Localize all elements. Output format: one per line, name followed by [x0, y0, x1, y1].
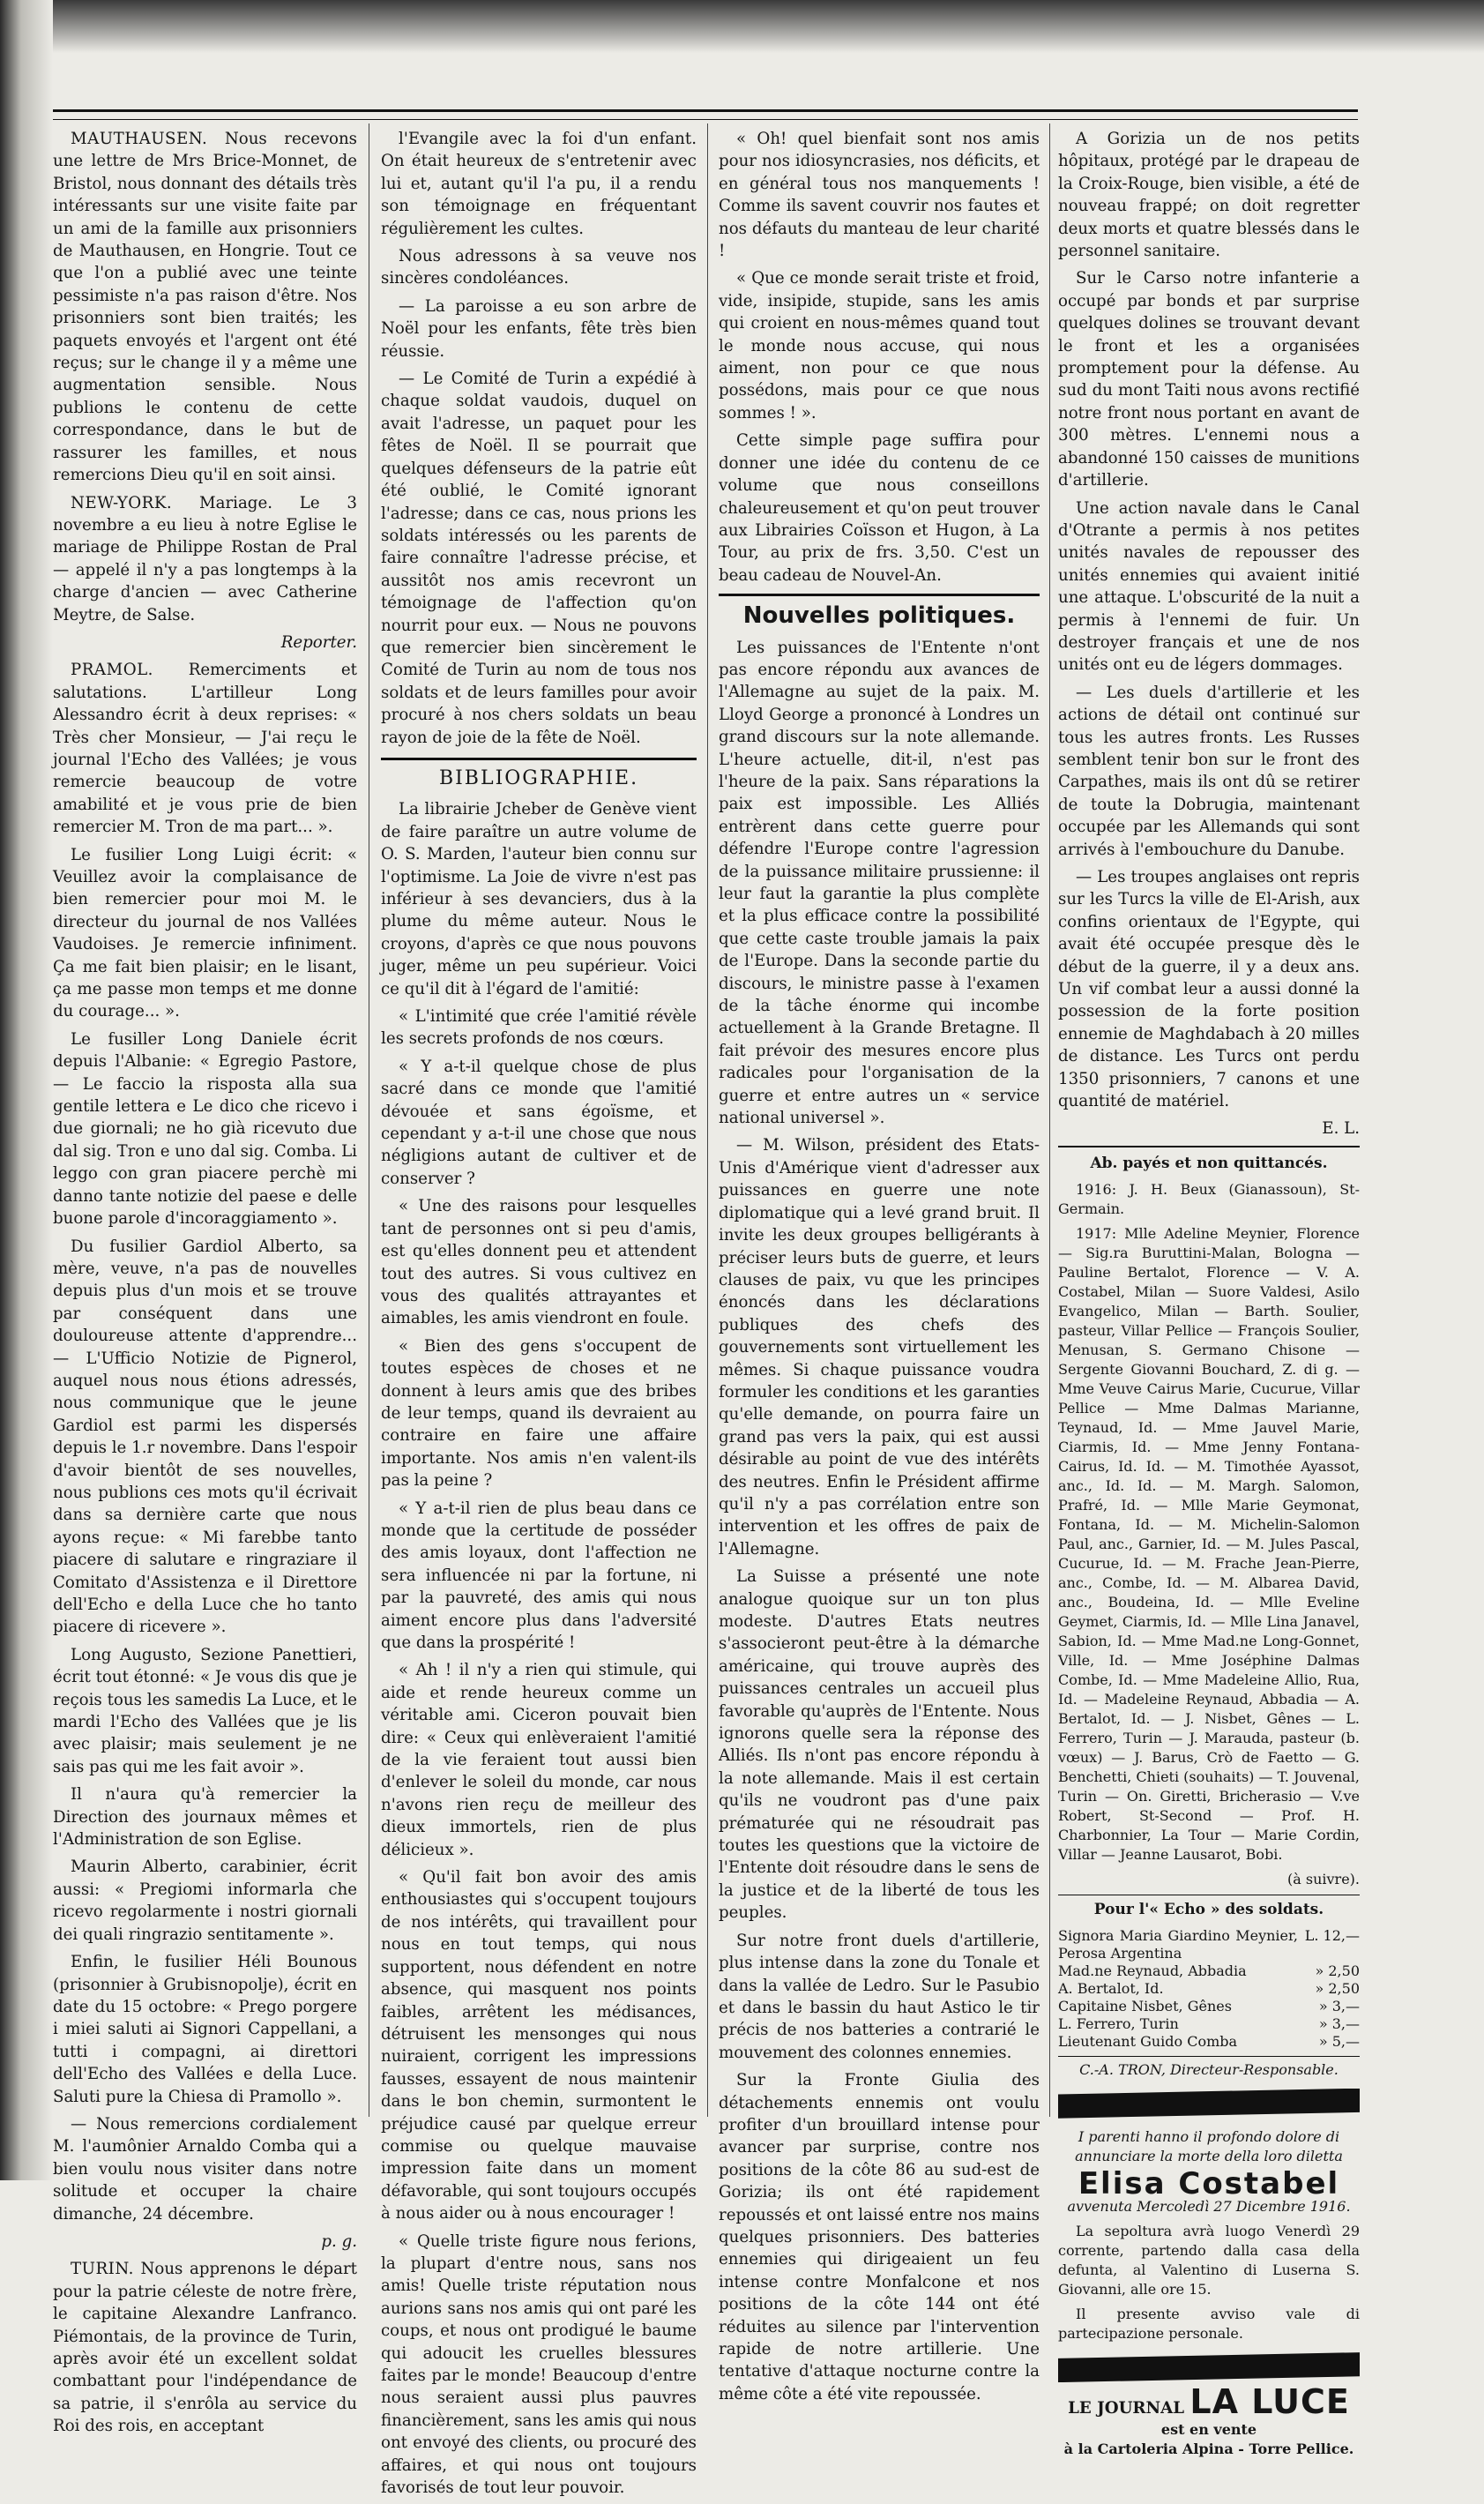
paragraph — [719, 1930, 1040, 2064]
gift-row — [1058, 1962, 1360, 1980]
turin-continued — [381, 128, 697, 749]
mourning-bar — [1058, 2089, 1360, 2119]
paragraph — [719, 430, 1040, 587]
paragraph — [53, 1236, 357, 1639]
paragraph — [719, 1566, 1040, 1925]
gift-donor: Lieutenant Guido Comba — [1058, 2032, 1238, 2050]
paragraph — [53, 492, 357, 626]
paragraph — [719, 267, 1040, 424]
mourning-bar — [1058, 2352, 1360, 2382]
paragraph — [381, 245, 697, 290]
luce-ad — [1058, 2382, 1360, 2422]
paragraph-text: Les puissances de l'Entente n'ont pas encore répondu aux avances de l'Allemagne au sujet de la paix. M. Lloyd George a prononcé à Londres un grand discours sur la note allemande. L'heure actuelle, dit-il, n'est pas l'heure de la paix. Sans réparations la paix est impossible. Les Alliés entrèrent dans cette guerre pour défendre l'Europe contre l'agression de la puissance militaire prussienne: il leur faut la garantie la plus complète et la plus efficace contre la possibilité que cette caste trouble jamais la paix de l'Europe. Dans la seconde partie du discours, le ministre passe à l'examen de la tâche énorme qui incombe actuellement à la Grande Bretagne. Il fait prévoir des mesures encore plus radicales pour l'organisation de la guerre et entre autres un « service national universel ». — [719, 638, 1040, 1128]
paragraph — [381, 368, 697, 749]
paragraph — [381, 1498, 697, 1655]
column-divider — [1049, 123, 1050, 2117]
section-rule — [1058, 1146, 1360, 1147]
paragraph — [381, 1866, 697, 2225]
gift-donor: Signora Maria Giardino Meynier, Perosa Argentina — [1058, 1926, 1298, 1962]
subscriptions-1916: 1916: J. H. Beux (Gianassoun), St-Germain. — [1058, 1181, 1360, 1218]
gift-row — [1058, 1927, 1360, 1962]
paragraph-text: « Qu'il fait bon avoir des amis enthousiastes qui s'occupent toujours de nos intérêts, qui travaillent pour nous en tout temps, qui nous supportent, nous défendent en notre absence, qui masquent nos points faibles, arrêtent les médisances, détruisent les mensonges qui nous nuiraient, corrigent les impressions fausses, essayent de nous maintenir dans le bon chemin, surmontent le préjudice causé par quelque erreur commise ou quelque mauvaise impression faite dans un moment défavorable, qui sont toujours occupés à nous aider ou à nous encourager ! — [381, 1868, 697, 2224]
header-rule — [53, 109, 1358, 120]
gift-row — [1058, 1998, 1360, 2015]
gift-amount: L. 12,— — [1304, 1926, 1360, 1944]
obituary-note: Il presente avviso vale di partecipazione personale. — [1058, 2306, 1360, 2343]
paragraph-text: Remerciments et salutations. L'artilleur Long Alessandro écrit à deux reprises: « Très cher Monsieur, — J'ai reçu le journal l'Echo des Vallées; je vous remercie beaucoup de votre amabilité et je vous prie de bien remercier M. Tron de ma part... ». — [53, 661, 357, 837]
gift-donor: L. Ferrero, Turin — [1058, 2014, 1179, 2032]
gift-donor: Mad.ne Reynaud, Abbadia — [1058, 1962, 1247, 1979]
luce-ad-where: à la Cartoleria Alpina - Torre Pellice. — [1063, 2440, 1354, 2457]
paragraph-text: — Les troupes anglaises ont repris sur les Turcs la ville de El-Arish, aux confins orientaux de l'Egypte, qui avait été occupée presque dès le début de la guerre, il y a deux ans. Un vif combat leur a aussi donné la possession de la forte position ennemie de Maghdabach à 20 milles de distance. Les Turcs ont perdu 1350 prisonniers, 7 canons et une quantité de matériel. — [1058, 868, 1360, 1111]
column-4 — [1058, 128, 1360, 2464]
paragraph-text: Enfin, le fusilier Héli Bounous (prisonnier à Grubisnopolje), écrit en date du 15 octobre: « Prego porgere i miei saluti ai Signori Cappellani, a tutti i compagni, ai direttori dell'Echo des Vallées e della Luce. Saluti pure la Chiesa di Pramollo ». — [53, 1953, 357, 2106]
paragraph — [381, 2231, 697, 2500]
paragraph — [381, 1335, 697, 1492]
war-news — [1058, 128, 1360, 1112]
paragraph-text: La Suisse a présenté une note analogue quoique sur un ton plus modeste. D'autres Etats neutres s'associeront peut-être à la démarche américaine, qui trouve auprès des puissances centrales un accueil plus favorable qu'auprès de l'Entente. Nous ignorons quelle sera la réponse des Alliés. Ils n'ont pas encore répondu à la note allemande. Mais il est certain qu'ils ne voudront pas d'une paix prématurée qui ne résoudrait pas toutes les questions que la victoire de l'Entente doit résoudre dans le sens de la justice et de la liberté de tous les peuples. — [719, 1567, 1040, 1923]
paragraph-text: « Y a-t-il quelque chose de plus sacré dans ce monde que l'amitié dévouée et sans égoïsme, et cependant y a-t-il une chose que nous négligions autant de cultiver et de conserver ? — [381, 1057, 697, 1188]
paragraph-text: Nous recevons une lettre de Mrs Brice-Monnet, de Bristol, nous donnant des détails très intéressants sur une visite faite par un ami de la famille aux prisonniers de Mauthausen, en Hongrie. Tout ce que l'on a publié avec une teinte pessimiste n'a pas raison d'être. Nos prisonniers sont bien traités; les paquets envoyés et l'argent ont été reçus; sur le change il y a même une augmentation sensible. Nous publions le contenu de cette correspondance, dans le but de rassurer les familles, et nous remercions Dieu qu'il en soit ainsi. — [53, 130, 357, 485]
paragraph-text: Long Augusto, Sezione Panettieri, écrit tout étonné: « Je vous dis que je reçois tous les samedis La Luce, et le mardi l'Echo des Vallées que je lis avec plaisir; mais seulement je ne sais pas qui me les fait avoir ». — [53, 1645, 357, 1776]
paragraph-text: « Que ce monde serait triste et froid, vide, insipide, stupide, sans les amis qui croient en nous-mêmes quand tout le monde nous accuse, qui nous aiment, non pour ce que nous possédons, mais pour ce que nous sommes ! ». — [719, 269, 1040, 422]
gifts-list — [1058, 1927, 1360, 2051]
luce-ad-sale: est en vente — [1160, 2420, 1257, 2438]
obituary-name: Elisa Costabel — [1078, 2165, 1340, 2201]
paragraph-text: A Gorizia un de nos petits hôpitaux, protégé par le drapeau de la Croix-Rouge, bien visible, a été de nouveau frappé; on doit regretter deux morts et quatre blessés dans le personnel sanitaire. — [1058, 130, 1360, 261]
paragraph — [381, 128, 697, 240]
paragraph — [53, 2258, 357, 2437]
paragraph-text: « Oh! quel bienfait sont nos amis pour nos idiosyncrasies, nos déficits, et en général tous nos manquements ! Comme ils savent couvrir nos fautes et nos défauts du manteau de leur charité ! — [719, 130, 1040, 261]
paragraph — [1058, 866, 1360, 1112]
gift-row — [1058, 1980, 1360, 1998]
gift-amount: » 5,— — [1318, 2032, 1360, 2050]
paragraph — [53, 1856, 357, 1946]
column-2 — [381, 128, 697, 2504]
column-divider — [707, 123, 708, 2117]
paragraph-text: « Une des raisons pour lesquelles tant de personnes ont si peu d'amis, est qu'elles donnent peu et attendent tout des autres. Si vous cultivez en vous des qualités attrayantes et aimables, les amis viendront en foule. — [381, 1197, 697, 1328]
paragraph-lead: MAUTHAUSEN. — [71, 130, 208, 148]
gift-amount: » 3,— — [1318, 1997, 1360, 2014]
paragraph-text: — Nous remercions cordialement M. l'aumônier Arnaldo Comba qui a bien voulu nous visiter dans notre solitude et occuper la chaire dimanche, 24 décembre. — [53, 2114, 357, 2224]
paragraph — [381, 1005, 697, 1050]
subscriptions-title: Ab. payés et non quittancés. — [1090, 1154, 1328, 1172]
obituary-intro: I parenti hanno il profondo dolore di annunciare la morte della loro diletta — [1075, 2127, 1343, 2164]
section-rule — [1058, 2056, 1360, 2057]
paragraph: Reporter. — [280, 632, 357, 652]
paragraph — [53, 1644, 357, 1778]
gift-row — [1058, 2015, 1360, 2033]
paragraph: p. g. — [321, 2231, 357, 2251]
gift-donor: A. Bertalot, Id. — [1058, 1979, 1164, 1997]
paragraph-text: La librairie Jcheber de Genève vient de faire paraître un autre volume de O. S. Marden, l'auteur bien connu sur l'optimisme. La Joie de vivre n'est pas inférieur à ses devanciers, dus à la plume du même auteur. Nous le croyons, d'après ce que nous pouvons juger, même un peu supérieur. Voici ce qu'il dit à l'égard de l'amitié: — [381, 800, 697, 998]
paragraph-text: Mariage. Le 3 novembre a eu lieu à notre Eglise le mariage de Philippe Rostan de Pral — appelé il n'y a pas longtemps à la charge d'ancien — avec Catherine Meytre, de Salse. — [53, 493, 357, 624]
paragraph-text: Nous adressons à sa veuve nos sincères condoléances. — [381, 247, 697, 288]
gift-row — [1058, 2033, 1360, 2051]
paragraph-text: « L'intimité que crée l'amitié révèle les secrets profonds de nos cœurs. — [381, 1007, 697, 1049]
paragraph-text: — La paroisse a eu son arbre de Noël pour les enfants, fête très bien réussie. — [381, 296, 697, 361]
paragraph-text: Maurin Alberto, carabinier, écrit aussi: « Pregiomi informarla che ricevo regolarmente i nostri giornali dei quali ringrazio sentitamente ». — [53, 1857, 357, 1944]
paragraph-text: — Les duels d'artillerie et les actions de détail ont continué sur tous les autres fronts. Les Russes semblent tenir bon sur le front des Carpathes, mais ils ont dû se retirer de toute la Dobrugia, maintenant occupée par les Allemands qui sont arrivés à l'embouchure du Danube. — [1058, 683, 1360, 859]
paragraph — [381, 1195, 697, 1329]
war-news-signature: E. L. — [1322, 1119, 1360, 1139]
bibliography-heading: BIBLIOGRAPHIE. — [381, 758, 697, 789]
paragraph-text: Le fusilier Long Luigi écrit: « Veuillez avoir la complaisance de bien remercier pour moi M. le directeur du journal de nos Vallées Vaudoises. Je remercie infiniment. Ça me fait bien plaisir; en le lisant, ça me passe mon temps et me donne du courage... ». — [53, 845, 357, 1021]
luce-ad-prefix: LE JOURNAL — [1068, 2399, 1185, 2418]
politics-text — [719, 637, 1040, 2406]
paragraph-text: l'Evangile avec la foi d'un enfant. On était heureux de s'entretenir avec lui et, autant qu'il l'a pu, il a rendu son témoignage en fréquentant régulièrement les cultes. — [381, 130, 697, 238]
paragraph — [53, 1028, 357, 1230]
paragraph — [719, 2069, 1040, 2405]
paragraph-text: Le fusiller Long Daniele écrit depuis l'Albanie: « Egregio Pastore, — Le faccio la risposta alla sua gentile lettera e Le dico che ricevo i due giornali; ne ho già ricevuto due dal sig. Tron e uno dal sig. Comba. Li leggo con gran piacere perchè mi danno tante notizie del paese e delle buone parole d'incoraggiamento ». — [53, 1029, 357, 1229]
paragraph — [719, 1134, 1040, 1560]
paragraph-text: « Ah ! il n'y a rien qui stimule, qui aide et rende heureux comme un véritable ami. Ciceron pouvait bien dire: « Ceux qui enlèveraient l'amitié de la vie feraient tout aussi bien d'enlever le soleil du monde, car nous n'avons rien reçu de meilleur des dieux immortels, rien de plus délicieux ». — [381, 1661, 697, 1859]
paragraph — [53, 1951, 357, 2108]
subscriptions-to-follow: (à suivre). — [1287, 1871, 1360, 1888]
column-1 — [53, 128, 357, 2443]
paragraph — [381, 1659, 697, 1861]
paragraph — [381, 1056, 697, 1190]
paragraph-text: Il n'aura qu'à remercier la Direction des journaux mêmes et l'Administration de son Eglise. — [53, 1785, 357, 1850]
paragraph-lead: NEW-YORK. — [71, 493, 173, 512]
paragraph-text: Sur notre front duels d'artillerie, plus intense dans la zone du Tonale et dans la vallée de Ledro. Sur le Pasubio et dans le bassin du haut Astico le tir précis de nos batteries a contrarié le mouvement des colonnes ennemies. — [719, 1931, 1040, 2062]
paragraph — [719, 128, 1040, 262]
paragraph-text: Sur le Carso notre infanterie a occupé par bonds et par surprise quelques dolines se trouvant devant le front et les a organisées promptement pour la défense. Au sud du mont Taiti nous avons rectifié notre front nous portant en avant de 300 mètres. L'ennemi nous a abandonné 150 caisses de munitions d'artillerie. — [1058, 269, 1360, 490]
paragraph-lead: PRAMOL. — [71, 661, 153, 680]
paragraph — [1058, 682, 1360, 861]
paragraph — [53, 1783, 357, 1850]
bibliography-text — [381, 798, 697, 2499]
scan-shadow-left — [0, 0, 53, 2180]
paragraph-lead: TURIN. — [71, 2260, 134, 2279]
paragraph — [53, 128, 357, 487]
luce-ad-name: LA LUCE — [1189, 2382, 1350, 2422]
gift-donor: Capitaine Nisbet, Gênes — [1058, 1997, 1232, 2014]
paragraph — [381, 295, 697, 363]
paragraph — [719, 637, 1040, 1130]
gift-amount: » 2,50 — [1315, 1979, 1360, 1997]
paragraph-text: Sur la Fronte Giulia des détachements ennemis ont voulu profiter d'un brouillard intense pour avancer par surprise, contre nos positions de la côte 86 au sud-est de Gorizia; ils ont été rapidement repoussés et ont laissé entre nos mains quelques prisonniers. Des batteries ennemies qui dirigeaient un feu intense contre Monfalcone et nos positions de la côte 144 ont été réduites au silence par l'intervention rapide de notre artillerie. Une tentative d'attaque nocturne contre la même côte a été vite repoussée. — [719, 2071, 1040, 2403]
paragraph — [53, 659, 357, 838]
obituary-date: avvenuta Mercoledì 27 Dicembre 1916. — [1067, 2198, 1351, 2216]
paragraph — [1058, 128, 1360, 262]
paragraph-text: Du fusilier Gardiol Alberto, sa mère, veuve, n'a pas de nouvelles depuis plus d'un mois et se trouve par conséquent dans une douloureuse attente d'apprendre... — L'Ufficio Notizie de Pignerol, auquel nous nous étions adressés, nous communique que le jeune Gardiol est parmi les dispersés depuis le 1.r novembre. Dans l'espoir d'avoir bientôt de ses nouvelles, nous publions ces mots qu'il écrivait dans sa dernière carte que nous ayons reçue: « Mi farebbe tanto piacere di salutare e ringraziare il Comitato d'Assistenza e il Direttore dell'Echo e della Luce che ho tanto piacere di ricevere ». — [53, 1237, 357, 1637]
paragraph — [1058, 267, 1360, 491]
editor-line: C.-A. TRON, Directeur-Responsable. — [1079, 2060, 1339, 2078]
column-3 — [719, 128, 1040, 2411]
paragraph — [381, 798, 697, 1000]
scan-shadow-top — [0, 0, 1484, 53]
paragraph-text: « Quelle triste figure nous ferions, la plupart d'entre nous, sans nos amis! Quelle triste réputation nous aurions sans nos amis qui ont paré les coups, et nous ont prodigué le baume qui adoucit les cruelles blessures faites par le monde! Beaucoup d'entre nous seraient aussi plus pauvres financièrement, sans les amis qui nous ont envoyé des clients, ou procuré des affaires, et qui nous ont toujours favorisés de tout leur pouvoir. — [381, 2231, 697, 2498]
politics-heading: Nouvelles politiques. — [719, 594, 1040, 627]
gifts-title: Pour l'« Echo » des soldats. — [1093, 1901, 1324, 1919]
paragraph-text: « Bien des gens s'occupent de toutes espèces de choses et ne donnent à leurs amis que des bribes de leur temps, quand ils devraient au contraire en faire une affaire importante. Nos amis n'en valent-ils pas la peine ? — [381, 1336, 697, 1491]
paragraph-text: Cette simple page suffira pour donner une idée du contenu de ce volume que nous conseillons chaleureusement et qu'on peut trouver aux Librairies Coïsson et Hugon, à La Tour, au prix de frs. 3,50. C'est un beau cadeau de Nouvel-An. — [719, 431, 1040, 585]
paragraph — [53, 2113, 357, 2225]
paragraph-text: Nous apprenons le départ pour la patrie céleste de notre frère, le capitaine Alexandre Lanfranco. Piémontais, de la province de Turin, après avoir été un excellent soldat combattant pour l'indépendance de sa patrie, il s'enrôla au service du Roi des rois, en acceptant — [53, 2260, 357, 2436]
paragraph-text: Une action navale dans le Canal d'Otrante a permis à nos petites unités navales de repousser des unités ennemies qui avaient initié une attaque. L'obscurité de la nuit a permis à l'ennemi de fuir. Un destroyer français et une de nos unités ont eu de légers dommages. — [1058, 498, 1360, 675]
gift-amount: » 3,— — [1318, 2014, 1360, 2032]
gift-amount: » 2,50 — [1315, 1962, 1360, 1979]
paragraph-text: — M. Wilson, président des Etats-Unis d'Amérique vient d'adresser aux puissances en guerre une note diplomatique qui a levé grand bruit. Il invite les deux groupes belligérants à préciser leurs buts de guerre, et leurs clauses de paix, vu que les principes énoncés dans les déclarations publiques des chefs des gouvernements sont virtuellement les mêmes. Si chaque puissance voudra formuler les conditions et les garanties qu'elle demande, on pourra faire un grand pas vers la paix, qui est aussi désirable au point de vue des intérêts des neutres. Enfin le Président affirme qu'il n'y a pas corrélation entre son intervention et les offres de paix de l'Allemagne. — [719, 1136, 1040, 1558]
bibliography-continued — [719, 128, 1040, 587]
subscriptions-1917: 1917: Mlle Adeline Meynier, Florence — Sig.ra Buruttini-Malan, Bologna — Pauline Bertalot, Florence — V. A. Costabel, Milan — Suore Valdesi, Asilo Evangelico, Milan — Barth. Soulier, pasteur, Villar Pellice — François Soulier, Menusan, S. Germano Chisone — Sergente Giovanni Bouchard, Z. di g. — Mme Veuve Cairus Marie, Cucurue, Villar Pellice — Mme Dalmas Marianne, Teynaud, Id. — Mme Jauvel Marie, Ciarmis, Id. — Mme Jenny Fontana-Cairus, Id. Id. — M. Timothée Ayassot, anc., Id. Id. — M. Margh. Salomon, Prafré, Id. — Mlle Marie Geymonat, Fontana, Id. — M. Michelin-Salomon Paul, anc., Garnier, Id. — M. Jules Pascal, Cucurue, Id. — M. Frache Jean-Pierre, anc., Combe, Id. — M. Albarea David, anc., Boudeina, Id. — Mlle Eveline Geymet, Ciarmis, Id. — Mlle Lina Janavel, Sabion, Id. — Mme Mad.ne Long-Gonnet, Ville, Id. — Mme Joséphine Dalmas Combe, Id. — Mme Madeleine Allio, Rua, Id. — Madeleine Reynaud, Abbadia — A. Bertalot, Id. — J. Nisbet, Gênes — L. Ferrero, Turin — J. Marauda, pasteur (b. vœux) — J. Barus, Crò de Faetto — G. Benchetti, Chieti (souhaits) — T. Jouvenal, Turin — On. Giretti, Bricherasio — V.ve Robert, St-Second — Prof. H. Charbonnier, La Tour — Marie Cordin, Villar — Jeanne Lausarot, Bobi. — [1058, 1225, 1360, 1864]
paragraph-text: « Y a-t-il rien de plus beau dans ce monde que la certitude de posséder des amis loyaux, dont l'affection ne sera influencée ni par la fortune, ni par la pauvreté, des amis qui nous aiment encore plus dans l'adversité que dans la prospérité ! — [381, 1499, 697, 1652]
paragraph-text: — Le Comité de Turin a expédié à chaque soldat vaudois, duquel on avait l'adresse, un paquet pour les fêtes de Noël. Il se pourrait que quelques défenseurs de la patrie eût été oublié, le Comité ignorant l'adresse; dans ce cas, nous prions les soldats intéressés ou les parents de faire connaître l'adresse précise, et aussitôt nos amis recevront un témoignage de l'affection qu'on nourrit pour eux. — Nous ne pouvons que remercier bien sincèrement le Comité de Turin au nom de tous nos soldats et de leurs familles pour avoir procuré à nos chers soldats un beau rayon de joie de la fête de Noël. — [381, 370, 697, 747]
paragraph — [53, 844, 357, 1023]
obituary-funeral: La sepoltura avrà luogo Venerdì 29 corrente, partendo dalla casa della defunta, al Valentino di Luserna S. Giovanni, alle ore 15. — [1058, 2223, 1360, 2298]
paragraph — [1058, 497, 1360, 676]
